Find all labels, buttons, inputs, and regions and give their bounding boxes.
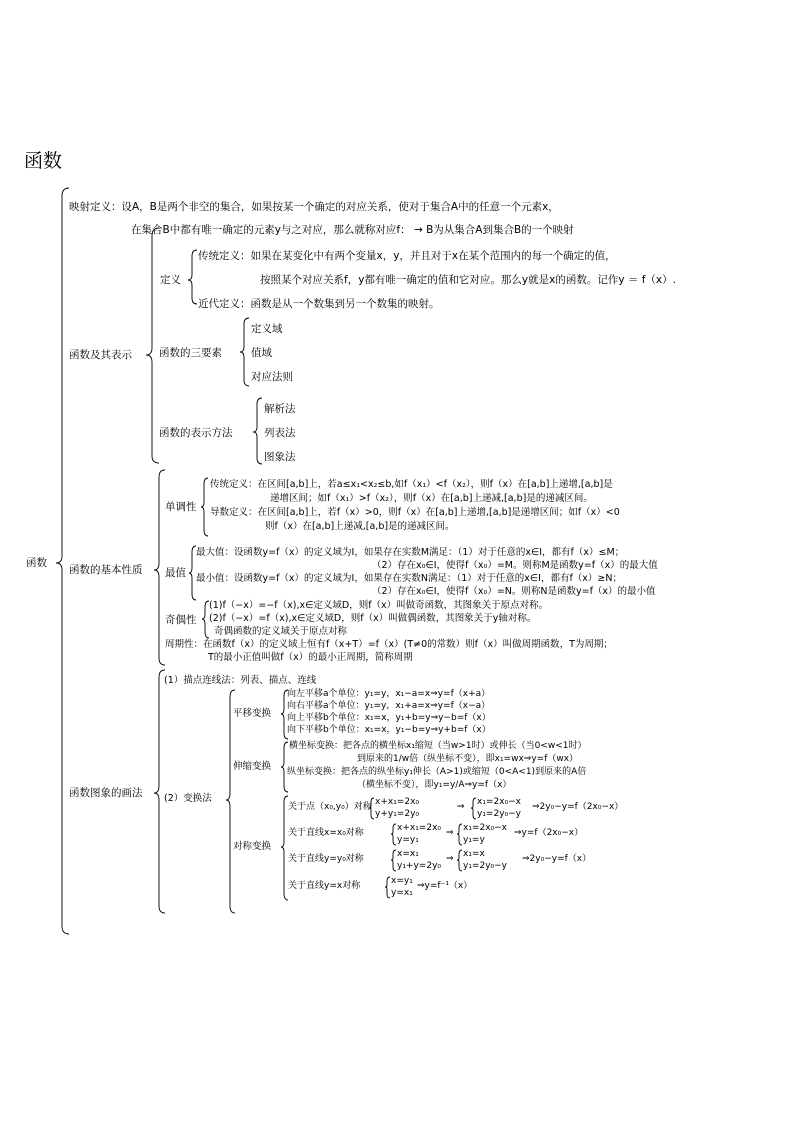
sym-xline-eq2: y=y₁ bbox=[397, 835, 419, 845]
mono-line3: 导数定义：在区间[a,b]上，若f（x）>0，则f（x）在[a,b]上递增,[a,b]是递增区间；如f（x）<0 bbox=[210, 507, 620, 518]
sym-xline-arrow: ⇒ bbox=[446, 828, 454, 838]
sym-yline-label: 关于直线y=y₀对称 bbox=[288, 854, 364, 864]
sym-diag-label: 关于直线y=x对称 bbox=[288, 881, 361, 891]
sym-yline-eq3: x₁=x bbox=[463, 849, 485, 859]
translation-label: 平移变换 bbox=[233, 708, 272, 719]
parity-line1: (1)f（−x）=−f（x),x∈定义域D，则f（x）叫做奇函数，其图象关于原点对称。 bbox=[209, 600, 549, 611]
mono-line4: 则f（x）在[a,b]上递减,[a,b]是的递减区间。 bbox=[265, 521, 455, 532]
sym-point-eq3: x₁=2x₀−x bbox=[477, 797, 522, 807]
element-rule: 对应法则 bbox=[251, 371, 293, 383]
mono-line1: 传统定义：在区间[a,b]上，若a≤x₁<x₂≤b,如f（x₁）<f（x₂），则f（x）在[a,b]上递增,[a,b]是 bbox=[210, 479, 613, 490]
extreme-label: 最值 bbox=[165, 567, 186, 579]
three-elements-label: 函数的三要素 bbox=[159, 347, 222, 359]
sym-diag-result: ⇒y=f⁻¹（x） bbox=[417, 881, 473, 891]
stretch-label: 伸缩变换 bbox=[233, 761, 272, 772]
period-line2: T的最小正值叫做f（x）的最小正周期，简称周期 bbox=[208, 652, 413, 663]
translate-right: 向右平移a个单位：y₁=y，x₁+a=x⇒y=f（x−a） bbox=[287, 701, 491, 711]
sym-xline-result: ⇒y=f（2x₀−x） bbox=[514, 828, 584, 838]
sym-point-eq2: y+y₁=2y₀ bbox=[375, 809, 420, 819]
sym-yline-eq1: x=x₁ bbox=[397, 849, 419, 859]
point-plot-method: (1）描点连线法：列表、描点、连线 bbox=[164, 675, 317, 686]
mapping-definition-line2: 在集合B中都有唯一确定的元素y与之对应，那么就称对应f： → B为从集合A到集合B的一个映射 bbox=[131, 224, 574, 236]
method-analytic: 解析法 bbox=[264, 403, 296, 415]
sym-diag-eq2: y=x₁ bbox=[391, 888, 413, 898]
sym-point-label: 关于点（x₀,y₀）对称 bbox=[288, 802, 372, 812]
modern-definition: 近代定义：函数是从一个数集到另一个数集的映射。 bbox=[198, 298, 440, 310]
translate-up: 向上平移b个单位：x₁=x，y₁+b=y⇒y−b=f（x） bbox=[287, 713, 491, 723]
monotonicity-label: 单调性 bbox=[165, 501, 197, 513]
sym-yline-result: ⇒2y₀−y=f（x） bbox=[522, 854, 592, 864]
sym-point-result: ⇒2y₀−y=f（2x₀−x） bbox=[532, 802, 624, 812]
sym-yline-arrow: ⇒ bbox=[446, 854, 454, 864]
sym-xline-label: 关于直线x=x₀对称 bbox=[288, 828, 364, 838]
basic-properties-label: 函数的基本性质 bbox=[69, 564, 143, 576]
element-range: 值域 bbox=[251, 347, 272, 359]
method-graph: 图象法 bbox=[264, 451, 296, 463]
mapping-definition-line1: 映射定义：设A，B是两个非空的集合，如果按某一个确定的对应关系，使对于集合A中的任意一个元素x， bbox=[69, 201, 559, 213]
graph-method-label: 函数图象的画法 bbox=[69, 787, 143, 799]
parity-line2: (2)f（−x）=f（x),x∈定义域D，则f（x）叫做偶函数，其图象关于y轴对称。 bbox=[209, 613, 537, 624]
definition-label: 定义 bbox=[160, 274, 181, 286]
element-domain: 定义域 bbox=[251, 323, 283, 335]
root-label: 函数 bbox=[26, 557, 47, 569]
sym-xline-eq1: x+x₁=2x₀ bbox=[397, 823, 442, 833]
sym-diag-eq1: x=y₁ bbox=[391, 876, 413, 886]
representation-methods-label: 函数的表示方法 bbox=[159, 427, 233, 439]
translate-down: 向下平移b个单位：x₁=x，y₁−b=y⇒y+b=f（x） bbox=[287, 725, 491, 735]
mono-line2: 递增区间；如f（x₁）>f（x₂），则f（x）在[a,b]上递减,[a,b]是的递减区间。 bbox=[270, 493, 593, 504]
stretch-line3: 纵坐标变换：把各点的纵坐标y₁伸长（A>1)或缩短（0<A<1)到原来的A倍 bbox=[287, 767, 587, 777]
traditional-definition-line2: 按照某个对应关系f，y都有唯一确定的值和它对应。那么y就是x的函数。记作y ＝ f（x）. bbox=[260, 274, 676, 286]
parity-label: 奇偶性 bbox=[165, 614, 197, 626]
stretch-line1: 横坐标变换：把各点的横坐标x₁缩短（当w>1时）或伸长（当0<w<1时） bbox=[289, 741, 587, 751]
min-line2: （2）存在x₀∈I，使得f（x₀）=N。则称N是函数y=f（x）的最小值 bbox=[372, 586, 656, 597]
transform-method-label: (2）变换法 bbox=[164, 793, 212, 804]
min-line1: 最小值：设函数y=f（x）的定义域为I，如果存在实数N满足：（1）对于任意的x∈I，都有f（x）≥N； bbox=[196, 573, 622, 584]
parity-line3: 奇偶函数的定义域关于原点对称 bbox=[214, 626, 348, 637]
stretch-line4: （横坐标不变），即y₁=y/A⇒y=f（x） bbox=[357, 780, 512, 790]
period-line1: 周期性：在函数f（x）的定义域上恒有f（x+T）=f（x）(T≠0的常数）则f（x）叫做周期函数，T为周期； bbox=[165, 639, 613, 650]
sym-point-eq4: y₁=2y₀−y bbox=[477, 809, 522, 819]
sym-xline-eq3: x₁=2x₀−x bbox=[463, 823, 508, 833]
translate-left: 向左平移a个单位：y₁=y，x₁−a=x⇒y=f（x+a） bbox=[287, 689, 491, 699]
stretch-line2: 到原来的1/w倍（纵坐标不变），即x₁=wx⇒y=f（wx） bbox=[357, 754, 579, 764]
max-line2: （2）存在x₀∈I，使得f（x₀）=M。则称M是函数y=f（x）的最大值 bbox=[372, 560, 658, 571]
max-line1: 最大值：设函数y=f（x）的定义域为I，如果存在实数M满足：（1）对于任意的x∈I，都有f（x）≤M； bbox=[196, 547, 625, 558]
func-repr-label: 函数及其表示 bbox=[69, 349, 132, 361]
page-title: 函数 bbox=[24, 150, 63, 172]
sym-xline-eq4: y₁=y bbox=[463, 835, 485, 845]
symmetry-label: 对称变换 bbox=[233, 841, 272, 852]
sym-point-arrow: ⇒ bbox=[457, 802, 465, 812]
sym-point-eq1: x+x₁=2x₀ bbox=[375, 797, 420, 807]
sym-yline-eq4: y₁=2y₀−y bbox=[463, 861, 508, 871]
method-table: 列表法 bbox=[264, 427, 296, 439]
sym-yline-eq2: y₁+y=2y₀ bbox=[397, 861, 442, 871]
traditional-definition-line1: 传统定义：如果在某变化中有两个变量x，y，并且对于x在某个范围内的每一个确定的值， bbox=[198, 250, 616, 262]
